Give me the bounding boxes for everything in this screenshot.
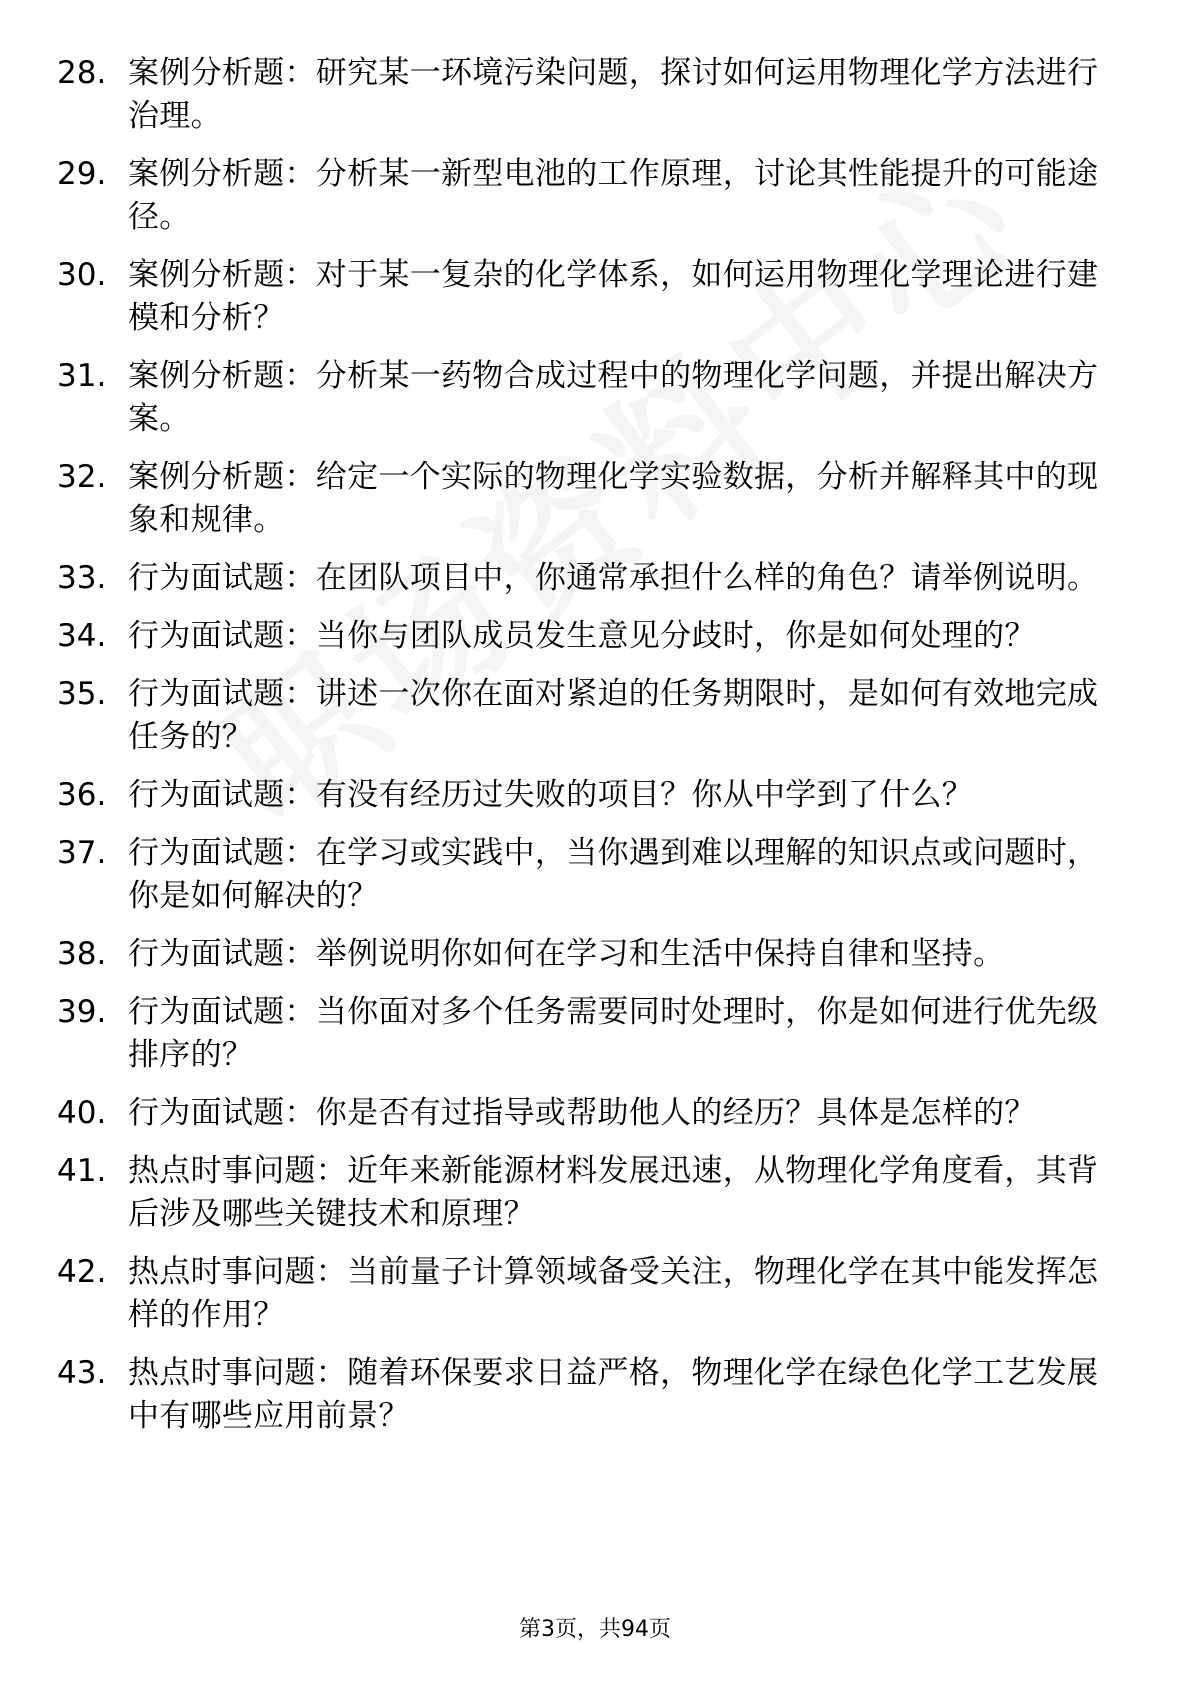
question-number: 43. <box>57 1355 107 1391</box>
question-list <box>0 52 1190 1453</box>
question-item <box>0 153 1190 239</box>
question-text: 行为面试题：有没有经历过失败的项目？你从中学到了什么？ <box>128 777 974 813</box>
question-number: 42. <box>57 1254 107 1290</box>
question-text: 行为面试题：你是否有过指导或帮助他人的经历？具体是怎样的？ <box>128 1095 1036 1131</box>
question-number: 39. <box>57 994 107 1030</box>
question-item <box>0 1092 1190 1135</box>
page-footer <box>0 1615 1190 1645</box>
question-text: 热点时事问题：近年来新能源材料发展迅速，从物理化学角度看，其背后涉及哪些关键技术和原理？ <box>128 1153 1099 1232</box>
question-item <box>0 673 1190 759</box>
question-item <box>0 933 1190 976</box>
question-text: 行为面试题：当你与团队成员发生意见分歧时，你是如何处理的？ <box>128 618 1036 654</box>
question-item <box>0 615 1190 658</box>
question-item <box>0 557 1190 600</box>
question-text: 热点时事问题：当前量子计算领域备受关注，物理化学在其中能发挥怎样的作用？ <box>128 1254 1099 1333</box>
question-item <box>0 456 1190 542</box>
question-number: 40. <box>57 1095 107 1131</box>
question-text: 行为面试题：当你面对多个任务需要同时处理时，你是如何进行优先级排序的？ <box>128 994 1099 1073</box>
question-number: 38. <box>57 936 107 972</box>
page-number: 第3页，共94页 <box>519 1617 671 1642</box>
question-text: 热点时事问题：随着环保要求日益严格，物理化学在绿色化学工艺发展中有哪些应用前景？ <box>128 1355 1099 1434</box>
question-text: 行为面试题：在学习或实践中，当你遇到难以理解的知识点或问题时，你是如何解决的？ <box>128 835 1099 914</box>
question-item <box>0 355 1190 441</box>
question-text: 行为面试题：举例说明你如何在学习和生活中保持自律和坚持。 <box>128 936 1005 972</box>
question-text: 案例分析题：研究某一环境污染问题，探讨如何运用物理化学方法进行治理。 <box>128 55 1099 134</box>
question-item <box>0 1150 1190 1236</box>
question-number: 28. <box>57 55 107 91</box>
question-text: 案例分析题：分析某一新型电池的工作原理，讨论其性能提升的可能途径。 <box>128 156 1099 235</box>
question-text: 行为面试题：在团队项目中，你通常承担什么样的角色？请举例说明。 <box>128 560 1099 596</box>
question-number: 31. <box>57 358 107 394</box>
question-item <box>0 1352 1190 1438</box>
question-number: 35. <box>57 676 107 712</box>
question-item <box>0 774 1190 817</box>
question-item <box>0 1251 1190 1337</box>
question-number: 29. <box>57 156 107 192</box>
question-item <box>0 254 1190 340</box>
question-number: 36. <box>57 777 107 813</box>
question-number: 32. <box>57 459 107 495</box>
question-item <box>0 832 1190 918</box>
question-item <box>0 991 1190 1077</box>
question-number: 33. <box>57 560 107 596</box>
question-item <box>0 52 1190 138</box>
question-number: 34. <box>57 618 107 654</box>
question-text: 案例分析题：分析某一药物合成过程中的物理化学问题，并提出解决方案。 <box>128 358 1099 437</box>
question-number: 37. <box>57 835 107 871</box>
question-number: 30. <box>57 257 107 293</box>
question-number: 41. <box>57 1153 107 1189</box>
question-text: 案例分析题：给定一个实际的物理化学实验数据，分析并解释其中的现象和规律。 <box>128 459 1099 538</box>
question-text: 行为面试题：讲述一次你在面对紧迫的任务期限时，是如何有效地完成任务的？ <box>128 676 1099 755</box>
question-text: 案例分析题：对于某一复杂的化学体系，如何运用物理化学理论进行建模和分析？ <box>128 257 1099 336</box>
